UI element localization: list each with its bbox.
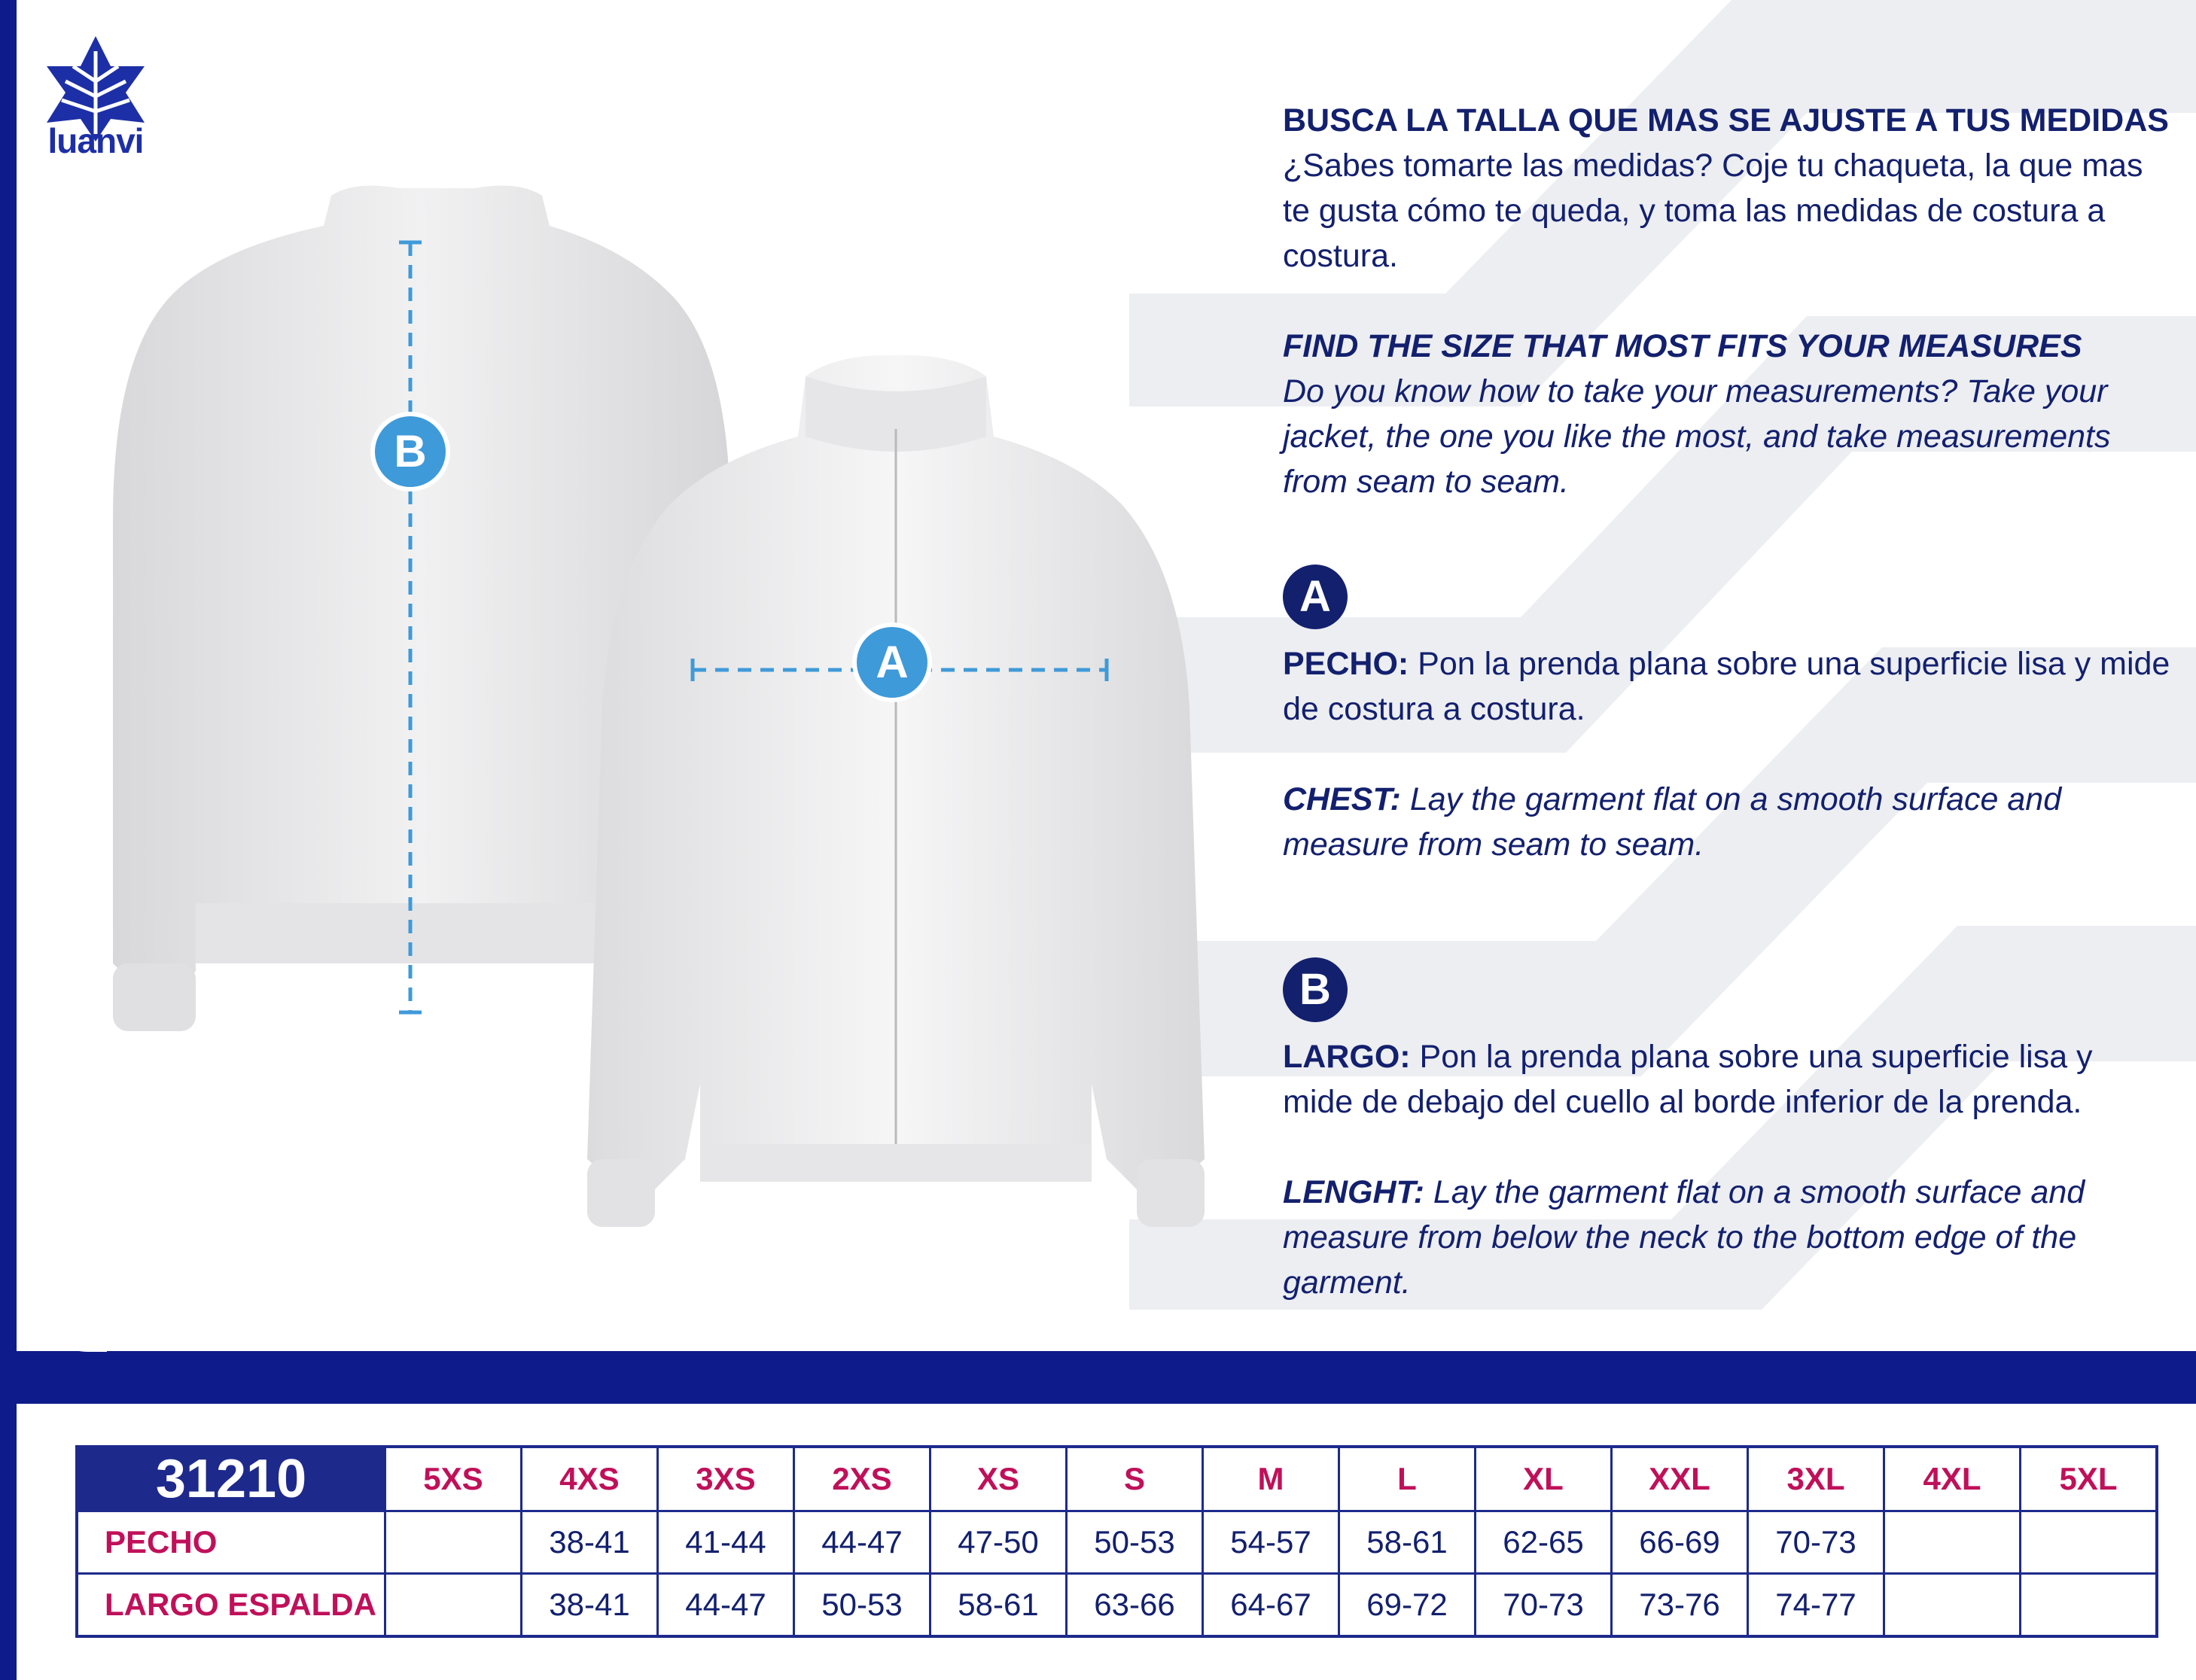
a-es-paragraph: [1283, 641, 2171, 732]
table-cell: [385, 1574, 522, 1637]
a-en-term: CHEST:: [1283, 781, 1401, 817]
table-cell: [1884, 1511, 2021, 1574]
size-header: S: [1067, 1447, 1203, 1511]
table-cell: 66-69: [1612, 1511, 1748, 1574]
size-header: 3XL: [1748, 1447, 1884, 1511]
b-en-term: LENGHT:: [1283, 1174, 1424, 1210]
table-cell: [1884, 1574, 2021, 1637]
table-cell: 47-50: [930, 1511, 1067, 1574]
size-header: 5XL: [2021, 1447, 2158, 1511]
table-cell: 62-65: [1476, 1511, 1612, 1574]
size-table: [75, 1445, 2158, 1638]
en-body: Do you know how to take your measurements? Take your jacket, the one you like the most, and take measurements from seam to seam.: [1283, 373, 2111, 500]
badge-a: A: [1283, 565, 1348, 629]
table-cell: 70-73: [1476, 1574, 1612, 1637]
table-cell: 41-44: [658, 1511, 794, 1574]
table-cell: 74-77: [1748, 1574, 1884, 1637]
table-cell: 63-66: [1067, 1574, 1203, 1637]
a-en-body: Lay the garment flat on a smooth surface and measure from seam to seam.: [1283, 781, 2062, 863]
marker-a-label: A: [876, 637, 909, 687]
table-cell: 38-41: [522, 1574, 658, 1637]
a-en-paragraph: [1283, 777, 2171, 867]
table-cell: [385, 1511, 522, 1574]
brand-name: luanvi: [47, 121, 144, 160]
table-cell: 54-57: [1203, 1511, 1339, 1574]
size-header-row: [77, 1447, 2157, 1511]
table-cell: [2021, 1511, 2158, 1574]
en-title: FIND THE SIZE THAT MOST FITS YOUR MEASURES: [1283, 328, 2082, 364]
left-border: [0, 0, 17, 1355]
table-cell: 50-53: [794, 1574, 930, 1637]
es-body: ¿Sabes tomarte las medidas? Coje tu chaqueta, la que mas te gusta cómo te queda, y toma las medidas de costura a costura.: [1283, 148, 2143, 274]
table-cell: 58-61: [1339, 1511, 1476, 1574]
table-cell: 73-76: [1612, 1574, 1748, 1637]
b-en-paragraph: [1283, 1170, 2171, 1305]
es-title: BUSCA LA TALLA QUE MAS SE AJUSTE A TUS MEDIDAS: [1283, 102, 2169, 138]
instructions-panel: [1283, 98, 2171, 1305]
jacket-illustration: [53, 181, 1257, 1272]
size-header: 3XS: [658, 1447, 794, 1511]
size-header: 4XL: [1884, 1447, 2021, 1511]
b-es-paragraph: [1283, 1034, 2171, 1125]
row-label: LARGO ESPALDA: [77, 1574, 385, 1637]
marker-b-label: B: [394, 426, 427, 476]
table-cell: 64-67: [1203, 1574, 1339, 1637]
b-en-body: Lay the garment flat on a smooth surface and measure from below the neck to the bottom edge of the garment.: [1283, 1174, 2085, 1301]
table-row: [77, 1574, 2157, 1637]
table-cell: 69-72: [1339, 1574, 1476, 1637]
table-cell: 38-41: [522, 1511, 658, 1574]
divider-curve-top: [17, 1280, 107, 1352]
a-es-body: Pon la prenda plana sobre una superficie lisa y mide de costura a costura.: [1283, 646, 2170, 727]
size-header: 4XS: [522, 1447, 658, 1511]
model-number: 31210: [77, 1447, 385, 1511]
badge-b: B: [1283, 957, 1348, 1022]
b-es-body: Pon la prenda plana sobre una superficie lisa y mide de debajo del cuello al borde inferior de la prenda.: [1283, 1039, 2093, 1120]
table-row: [77, 1511, 2157, 1574]
size-header: XL: [1476, 1447, 1612, 1511]
size-header: XXL: [1612, 1447, 1748, 1511]
size-header: M: [1203, 1447, 1339, 1511]
table-cell: 50-53: [1067, 1511, 1203, 1574]
table-cell: 44-47: [794, 1511, 930, 1574]
size-header: 2XS: [794, 1447, 930, 1511]
table-cell: [2021, 1574, 2158, 1637]
divider-band: [0, 1351, 2196, 1404]
table-cell: 44-47: [658, 1574, 794, 1637]
b-es-term: LARGO:: [1283, 1039, 1411, 1075]
size-header: XS: [930, 1447, 1067, 1511]
size-header: L: [1339, 1447, 1476, 1511]
a-es-term: PECHO:: [1283, 646, 1409, 682]
row-label: PECHO: [77, 1511, 385, 1574]
table-cell: 70-73: [1748, 1511, 1884, 1574]
size-header: 5XS: [385, 1447, 522, 1511]
table-cell: 58-61: [930, 1574, 1067, 1637]
